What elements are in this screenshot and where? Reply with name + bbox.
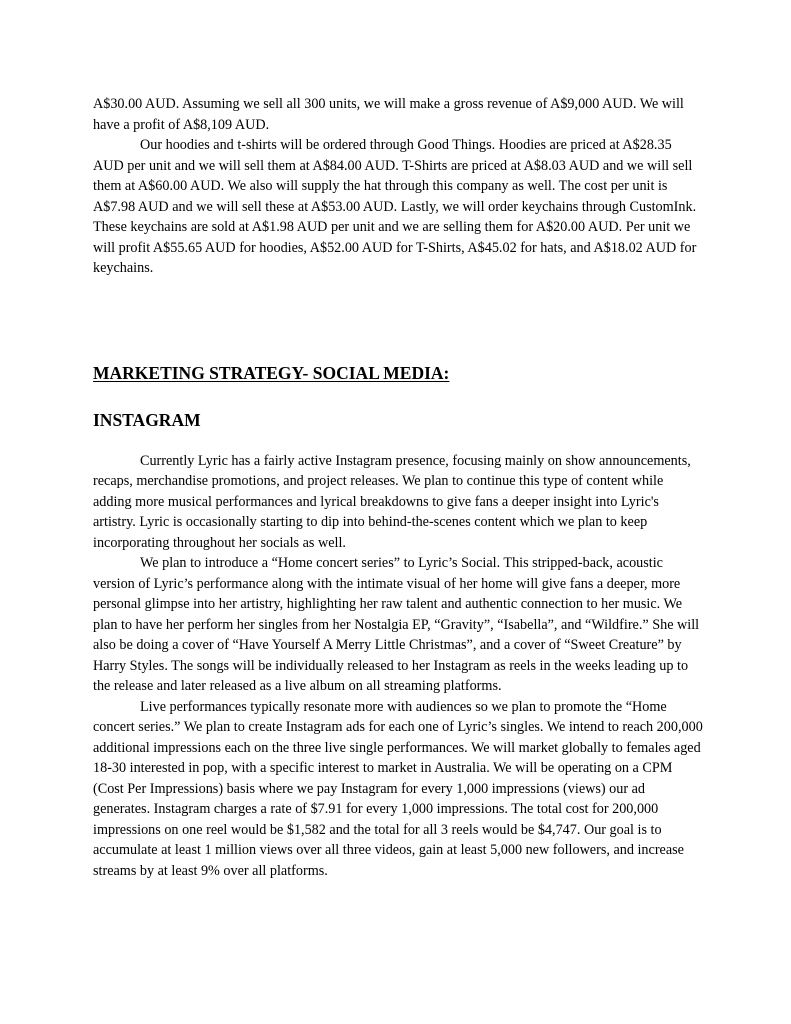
paragraph-instagram-presence: Currently Lyric has a fairly active Instagram presence, focusing mainly on show announcements, recaps, merchandise promotions, and project releases. We plan to continue this type of content while adding more musical performances and lyrical breakdowns to give fans a deeper insight into Lyric's artistry. Lyric is occasionally starting to dip into behind-the-scenes content which we plan to keep incorporating throughout her socials as well. — [93, 452, 691, 551]
paragraph-instagram-ads: Live performances typically resonate more with audiences so we plan to promote the “Home concert series.” We plan to create Instagram ads for each one of Lyric’s singles. We intend to reach 200,000 additional impressions each on the three live single performances. We will market globally to females aged 18-30 interested in pop, with a specific interest to market in Australia. We will be operating on a CPM (Cost Per Impressions) basis where we pay Instagram for every 1,000 impressions (views) our ad generates. Instagram charges a rate of $7.91 for every 1,000 impressions. The total cost for 200,000 impressions on one reel would be $1,582 and the total for all 3 reels would be $4,747. Our goal is to accumulate at least 1 million views over all three videos, gain at least 5,000 new followers, and increase streams by at least 9% over all platforms. — [93, 698, 703, 879]
document-body — [93, 94, 705, 881]
paragraph-merch-suppliers: Our hoodies and t-shirts will be ordered through Good Things. Hoodies are priced at A$28.35 AUD per unit and we will sell them at A$84.00 AUD. T-Shirts are priced at A$8.03 AUD and we will sell them at A$60.00 AUD. We also will supply the hat through this company as well. The cost per unit is A$7.98 AUD and we will sell these at A$53.00 AUD. Lastly, we will order keychains through CustomInk. These keychains are sold at A$1.98 AUD per unit and we are selling them for A$20.00 AUD. Per unit we will profit A$55.65 AUD for hoodies, A$52.00 AUD for T-Shirts, A$45.02 for hats, and A$18.02 AUD for keychains. — [93, 137, 697, 276]
section-heading-marketing-strategy: MARKETING STRATEGY- SOCIAL MEDIA: — [93, 362, 450, 383]
paragraph-merch-revenue: A$30.00 AUD. Assuming we sell all 300 units, we will make a gross revenue of A$9,000 AUD. We will have a profit of A$8,109 AUD. — [93, 96, 684, 133]
paragraph-home-concert-series: We plan to introduce a “Home concert series” to Lyric’s Social. This stripped-back, acoustic version of Lyric’s performance along with the intimate visual of her home will give fans a deeper, more personal glimpse into her artistry, highlighting her raw talent and authentic connection to her music. We plan to have her perform her singles from her Nostalgia EP, “Gravity”, “Isabella”, and “Wildfire.” She will also be doing a cover of “Have Yourself A Merry Little Christmas”, and a cover of “Sweet Creature” by Harry Styles. The songs will be individually released to her Instagram as reels in the weeks leading up to the release and later released as a live album on all streaming platforms. — [93, 555, 700, 694]
sub-heading-instagram: INSTAGRAM — [93, 409, 201, 430]
